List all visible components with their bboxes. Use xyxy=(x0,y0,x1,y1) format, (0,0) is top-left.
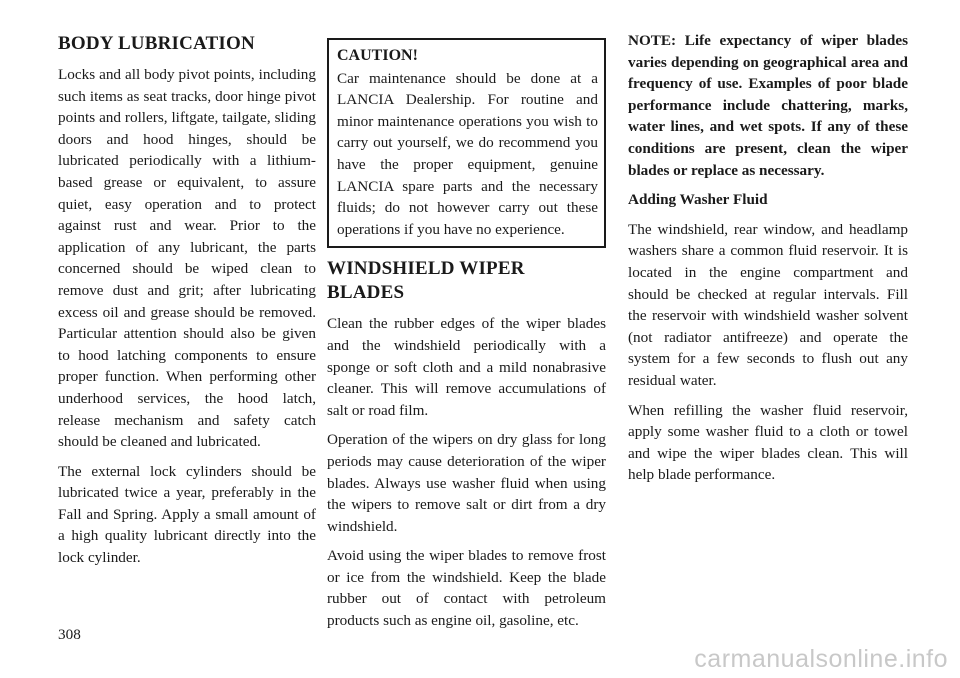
wiper-note: NOTE: Life expectancy of wiper blades varies depending on geographical area and frequency of use. Examples of poor blade performance include chattering, marks, water lines, and wet spots. If any of these conditions are present, clean the wiper blades or replace as necessary. xyxy=(628,32,908,179)
watermark: carmanualsonline.info xyxy=(694,645,948,673)
caution-text: Car maintenance should be done at a LANCIA Dealership. For routine and minor maintenance operations you wish to carry out yourself, we do recommend you have the proper equipment, genuine LANCIA spare parts and the necessary fluids; do not however carry out these operations if you have no experience. xyxy=(337,69,598,238)
wiper-blades-paragraph: Operation of the wipers on dry glass for long periods may cause deterioration of the wiper blades. Always use washer fluid when using the wipers to remove salt or dirt from a dry windshield. xyxy=(327,431,606,535)
caution-box xyxy=(327,38,606,248)
page-number: 308 xyxy=(58,626,81,643)
body-lubrication-paragraph: The external lock cylinders should be lubricated twice a year, preferably in the Fall and Spring. Apply a small amount of a high quality lubricant directly into the lock cylinder. xyxy=(58,462,316,567)
washer-fluid-heading: Adding Washer Fluid xyxy=(628,191,768,209)
washer-fluid-paragraph: When refilling the washer fluid reservoir, apply some washer fluid to a cloth or towel and wipe the wiper blades clean. This will help blade performance. xyxy=(628,401,908,484)
wiper-blades-paragraph: Avoid using the wiper blades to remove frost or ice from the windshield. Keep the blade rubber out of contact with petroleum products such as engine oil, gasoline, etc. xyxy=(327,547,606,630)
column-left xyxy=(58,30,316,577)
washer-fluid-paragraph: The windshield, rear window, and headlamp washers share a common fluid reservoir. It is located in the engine compartment and should be checked at regular intervals. Fill the reservoir with windshield washer solvent (not radiator antifreeze) and operate the system for a few seconds to flush out any residual water. xyxy=(628,220,908,389)
column-middle xyxy=(327,30,606,640)
body-lubrication-paragraph: Locks and all body pivot points, including such items as seat tracks, door hinge pivot points and rollers, liftgate, tailgate, sliding doors and hood hinges, should be lubricated periodically with a lithium-based grease or equivalent, to assure quiet, easy operation and to protect against rust and wear. Prior to the application of any lubricant, the parts concerned should be wiped clean to remove dust and grit; after lubricating excess oil and grease should be removed. Particular attention should also be given to hood latching components to ensure proper function. When performing other underhood services, the hood latch, release mechanism and safety catch should be cleaned and lubricated. xyxy=(58,66,316,451)
caution-title: CAUTION! xyxy=(337,47,418,64)
column-right xyxy=(628,30,908,494)
body-lubrication-heading: BODY LUBRICATION xyxy=(58,33,255,54)
wiper-blades-heading: WINDSHIELD WIPER BLADES xyxy=(327,258,525,304)
wiper-blades-paragraph: Clean the rubber edges of the wiper blades and the windshield periodically with a sponge or soft cloth and a mild nonabrasive cleaner. This will remove accumulations of salt or road film. xyxy=(327,315,606,419)
